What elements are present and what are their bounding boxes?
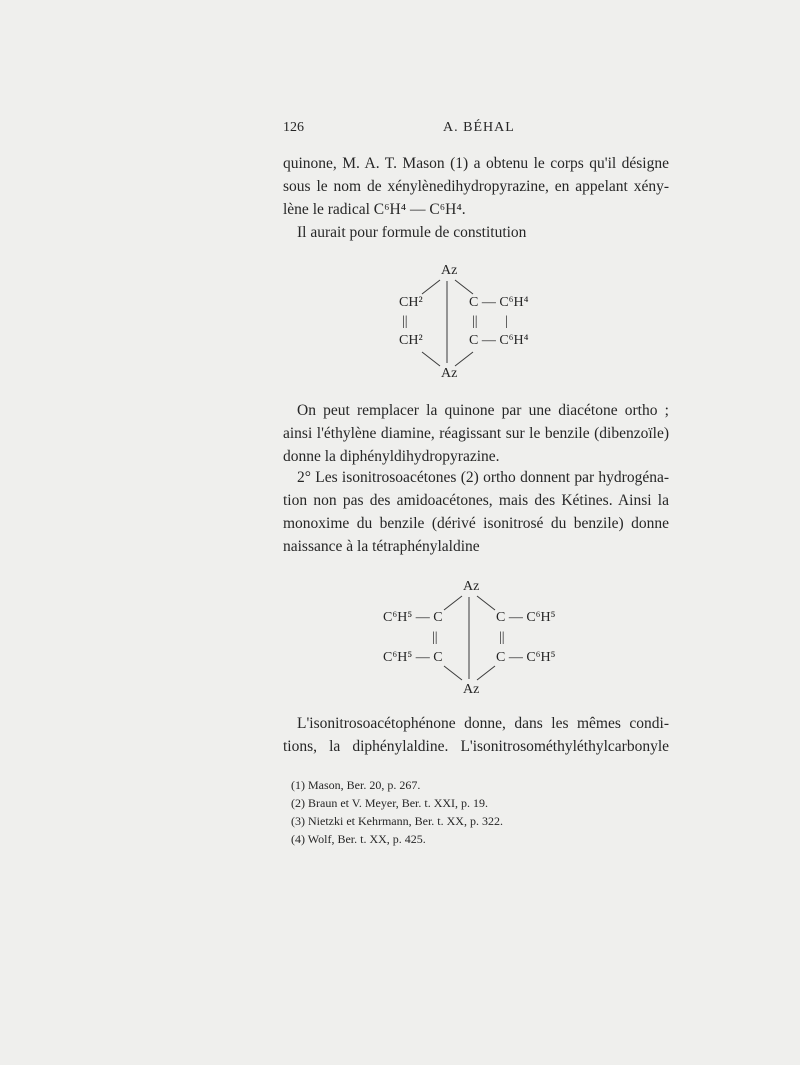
paragraph-5 (283, 712, 669, 758)
paragraph-4 (283, 466, 669, 558)
text-line: ainsi l'éthylène diamine, réagissant sur le benzile (dibenzoïle) (283, 425, 669, 442)
formula-bond-line (477, 596, 495, 610)
text-line: donne la diphényldihydropyrazine. (283, 448, 500, 465)
footnote: (1) Mason, Ber. 20, p. 267. (291, 778, 421, 792)
formula-atom-az-top: Az (463, 579, 480, 594)
formula-double-bond-right: || (472, 314, 478, 329)
formula-atom-az-bottom: Az (441, 366, 458, 381)
formula-group-right-top: C — C⁶H⁴ (469, 295, 529, 310)
formula-double-bond-right: || (499, 630, 505, 645)
formula-bond-line (444, 596, 462, 610)
formula-bond-line (455, 280, 473, 294)
formula-single-bond-right: | (505, 314, 508, 329)
formula-group-right-top: C — C⁶H⁵ (496, 610, 556, 625)
formula-group-right-bottom: C — C⁶H⁴ (469, 333, 529, 348)
paragraph-1 (283, 152, 669, 221)
text-line: 2° Les isonitrosoacétones (2) ortho donnent par hydrogéna- (297, 469, 669, 486)
text-line: tion non pas des amidoacétones, mais des Kétines. Ainsi la (283, 492, 669, 509)
paragraph-3 (283, 399, 669, 468)
text-line: tions, la diphénylaldine. L'isonitrosométhyléthylcarbonyle (283, 738, 669, 755)
text-line: L'isonitrosoacétophénone donne, dans les mêmes condi- (297, 715, 669, 732)
text-line: naissance à la tétraphénylaldine (283, 538, 480, 555)
formula-atom-az-bottom: Az (463, 682, 480, 697)
text-line: sous le nom de xénylènedihydropyrazine, en appelant xény- (283, 178, 669, 195)
formula-group-right-bottom: C — C⁶H⁵ (496, 650, 556, 665)
formula-double-bond-left: || (402, 314, 408, 329)
running-header (283, 120, 669, 140)
formula-bond-line (477, 666, 495, 680)
footnotes (291, 776, 503, 848)
formula-group-left-top: C⁶H⁵ — C (383, 610, 443, 625)
footnote: (4) Wolf, Ber. t. XX, p. 425. (291, 832, 426, 846)
formula-bond-line (444, 666, 462, 680)
formula-bond-line (422, 280, 440, 294)
formula-bond-line (455, 352, 473, 366)
footnote: (3) Nietzki et Kehrmann, Ber. t. XX, p. 322. (291, 814, 503, 828)
text-line: quinone, M. A. T. Mason (1) a obtenu le corps qu'il désigne (283, 155, 669, 172)
text-line: monoxime du benzile (dérivé isonitrosé du benzile) donne (283, 515, 669, 532)
running-title: A. BÉHAL (443, 120, 515, 135)
text-line: lène le radical C⁶H⁴ — C⁶H⁴. (283, 201, 466, 218)
formula-group-left-top: CH² (399, 295, 423, 310)
text-line: On peut remplacer la quinone par une diacétone ortho ; (297, 402, 669, 419)
formula-group-left-bottom: CH² (399, 333, 423, 348)
formula-atom-az-top: Az (441, 263, 458, 278)
text-line: Il aurait pour formule de constitution (297, 224, 527, 241)
footnote: (2) Braun et V. Meyer, Ber. t. XXI, p. 19. (291, 796, 489, 810)
paragraph-2 (283, 221, 669, 244)
formula-double-bond-left: || (432, 630, 438, 645)
formula-group-left-bottom: C⁶H⁵ — C (383, 650, 443, 665)
formula-bond-line (422, 352, 440, 366)
page-number: 126 (283, 120, 304, 135)
